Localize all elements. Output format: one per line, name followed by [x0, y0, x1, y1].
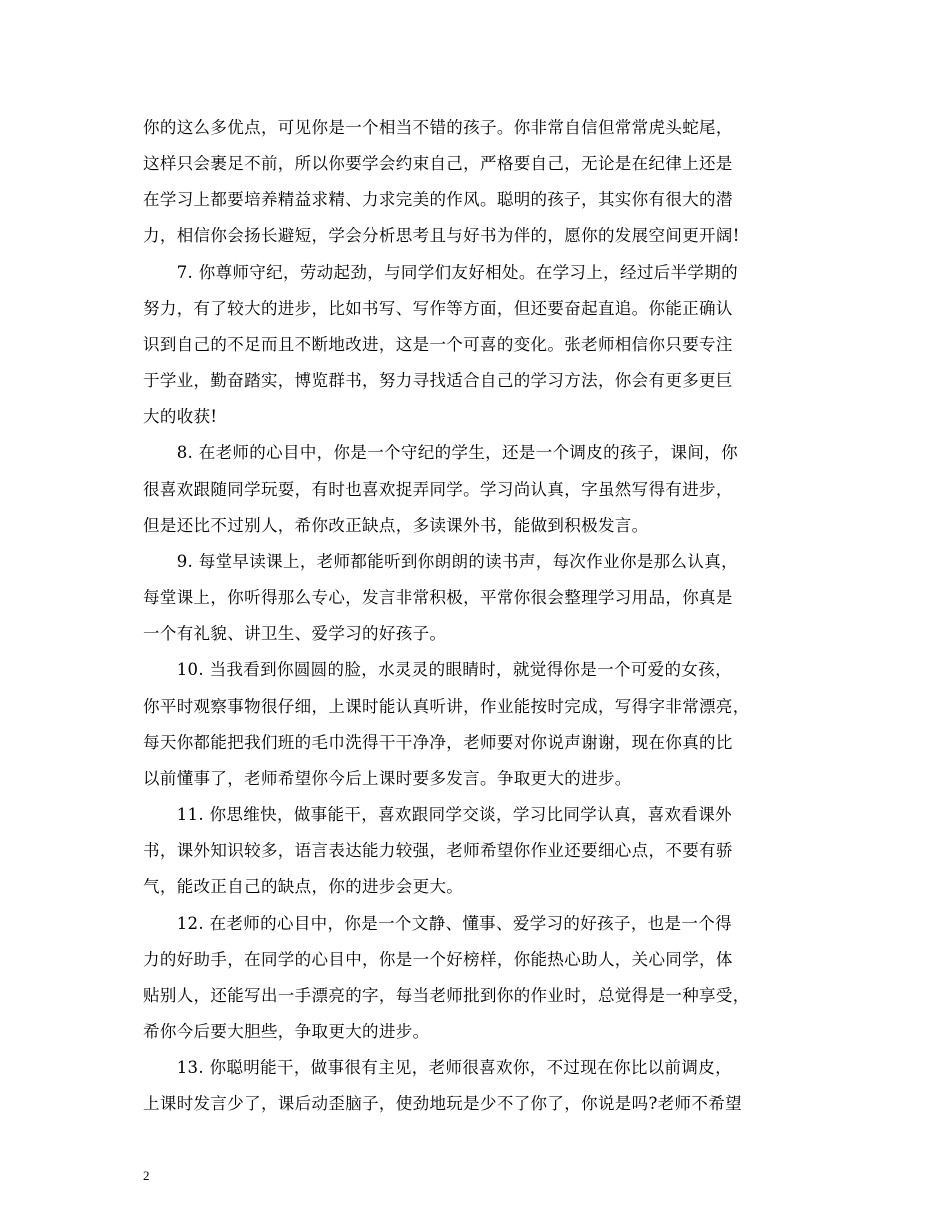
text-line: 力，相信你会扬长避短，学会分析思考且与好书为伴的，愿你的发展空间更开阔!: [143, 226, 740, 245]
text-line: 气，能改正自己的缺点，你的进步会更大。: [143, 877, 464, 896]
text-line: 但是还比不过别人，希你改正缺点，多读课外书，能做到积极发言。: [143, 516, 649, 535]
text-line: 以前懂事了，老师希望你今后上课时要多发言。争取更大的进步。: [143, 769, 632, 788]
text-line: 力的好助手，在同学的心目中，你是一个好榜样，你能热心助人，关心同学，体: [143, 950, 733, 969]
text-line: 13. 你聪明能干，做事很有主见，老师很喜欢你，不过现在你比以前调皮，: [143, 1058, 732, 1077]
text-line: 11. 你思维快，做事能干，喜欢跟同学交谈，学习比同学认真，喜欢看课外: [143, 805, 732, 824]
text-line: 大的收获!: [143, 407, 218, 426]
text-line: 书，课外知识较多，语言表达能力较强，老师希望你作业还要细心点，不要有骄: [143, 841, 733, 860]
text-line: 于学业，勤奋踏实，博览群书，努力寻找适合自己的学习方法，你会有更多更巨: [143, 371, 733, 390]
text-line: 这样只会裹足不前，所以你要学会约束自己，严格要自己，无论是在纪律上还是: [143, 154, 733, 173]
text-line: 7. 你尊师守纪，劳动起劲，与同学们友好相处。在学习上，经过后半学期的: [143, 263, 738, 282]
text-line: 识到自己的不足而且不断地改进，这是一个可喜的变化。张老师相信你只要专注: [143, 335, 733, 354]
text-line: 上课时发言少了，课后动歪脑子，使劲地玩是少不了你了，你说是吗?老师不希望: [143, 1094, 742, 1113]
text-line: 每堂课上，你听得那么专心，发言非常积极，平常你很会整理学习用品，你真是: [143, 588, 733, 607]
text-line: 你平时观察事物很仔细，上课时能认真听讲，作业能按时完成，写得字非常漂亮，: [143, 697, 750, 716]
page-number: 2: [143, 1168, 150, 1183]
text-line: 9. 每堂早读课上，老师都能听到你朗朗的读书声，每次作业你是那么认真，: [143, 552, 738, 571]
text-line: 12. 在老师的心目中，你是一个文静、懂事、爱学习的好孩子，也是一个得: [143, 914, 732, 933]
text-line: 努力，有了较大的进步，比如书写、写作等方面，但还要奋起直追。你能正确认: [143, 299, 733, 318]
text-line: 贴别人，还能写出一手漂亮的字，每当老师批到你的作业时，总觉得是一种享受，: [143, 986, 750, 1005]
text-line: 很喜欢跟随同学玩耍，有时也喜欢捉弄同学。学习尚认真，字虽然写得有进步，: [143, 480, 733, 499]
text-line: 在学习上都要培养精益求精、力求完美的作风。聪明的孩子，其实你有很大的潜: [143, 190, 733, 209]
text-line: 10. 当我看到你圆圆的脸，水灵灵的眼睛时，就觉得你是一个可爱的女孩，: [143, 660, 732, 679]
text-line: 希你今后要大胆些，争取更大的进步。: [143, 1022, 430, 1041]
text-line: 一个有礼貌、讲卫生、爱学习的好孩子。: [143, 624, 447, 643]
text-line: 你的这么多优点，可见你是一个相当不错的孩子。你非常自信但常常虎头蛇尾，: [143, 118, 733, 137]
text-line: 每天你都能把我们班的毛巾洗得干干净净，老师要对你说声谢谢，现在你真的比: [143, 733, 733, 752]
text-line: 8. 在老师的心目中，你是一个守纪的学生，还是一个调皮的孩子，课间，你: [143, 443, 738, 462]
